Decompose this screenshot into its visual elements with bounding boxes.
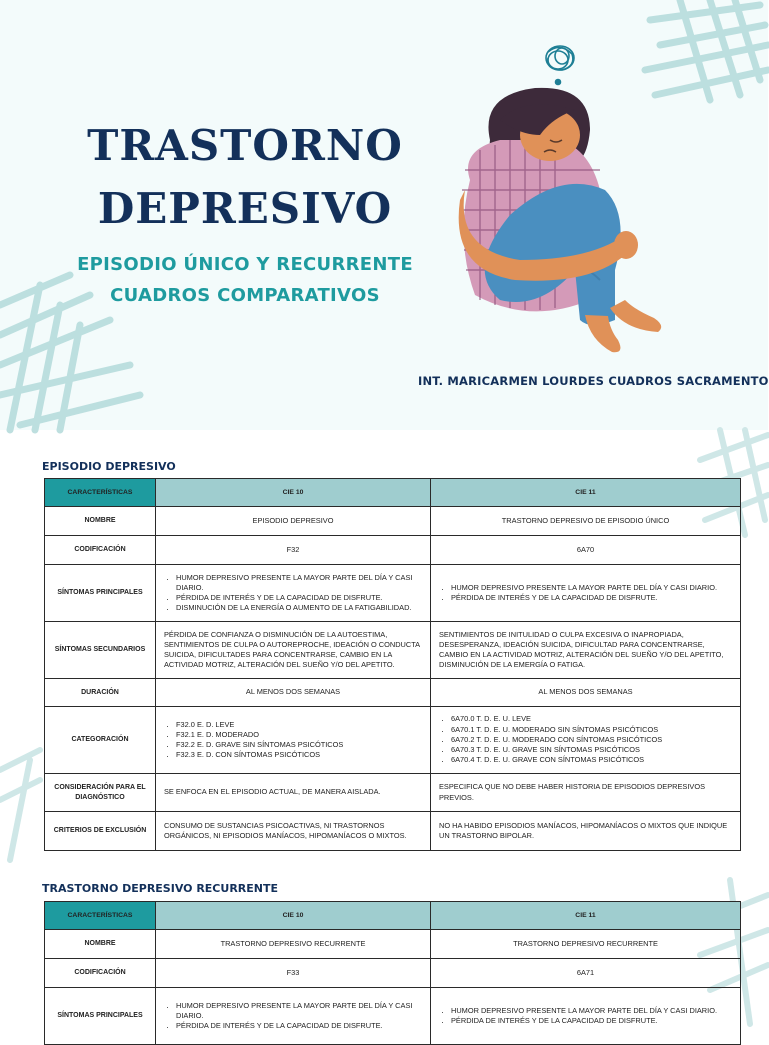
header-cie11: CIE 11 xyxy=(431,479,741,507)
episodio-depresivo-table xyxy=(44,478,741,851)
cell-cie10: F33 xyxy=(156,959,431,988)
scribble-thought-icon xyxy=(546,46,574,85)
trastorno-recurrente-table xyxy=(44,901,741,1045)
cell-cie11: AL MENOS DOS SEMANAS xyxy=(431,679,741,707)
brush-stroke-decoration-lower-left xyxy=(0,740,44,860)
cell-cie11: SENTIMIENTOS DE INITULIDAD O CULPA EXCESIVA O INAPROPIADA, DESESPERANZA, IDEACIÓN SUICIDA, DIFICULTAD PARA CONCENTRARSE, CAMBIO EN LA ACTIVIDAD MOTRIZ, ALTERACIÓN DEL SUEÑO Y/O DEL APETITO, DISMINUCIÓN DE LA EMERGÍA O FATIGA. xyxy=(431,622,741,679)
author-name: INT. MARICARMEN LOURDES CUADROS SACRAMENTO xyxy=(418,374,769,388)
table-row xyxy=(45,707,741,774)
cell-cie11 xyxy=(431,988,741,1045)
cover-title-line-1: TRASTORNO xyxy=(87,121,403,170)
cell-cie11 xyxy=(431,707,741,774)
list-item: • HUMOR DEPRESIVO PRESENTE LA MAYOR PARTE DEL DÍA Y CASI DIARIO. xyxy=(176,1001,422,1021)
table-header-row xyxy=(45,479,741,507)
list-item: • PÉRDIDA DE INTERÉS Y DE LA CAPACIDAD DE DISFRUTE. xyxy=(451,1016,732,1026)
cell-cie10: TRASTORNO DEPRESIVO RECURRENTE xyxy=(156,930,431,959)
cell-cie10: EPISODIO DEPRESIVO xyxy=(156,507,431,536)
cell-cie10 xyxy=(156,988,431,1045)
sad-woman-illustration xyxy=(440,40,680,370)
row-label: NOMBRE xyxy=(45,930,156,959)
list-item: • 6A70.3 T. D. E. U. GRAVE SIN SÍNTOMAS PSICÓTICOS xyxy=(451,745,732,755)
list-item: • 6A70.0 T. D. E. U. LEVE xyxy=(451,714,732,724)
cell-cie11: 6A70 xyxy=(431,536,741,565)
header-caracteristicas: CARACTERÍSTICAS xyxy=(45,479,156,507)
table-header-row xyxy=(45,902,741,930)
cell-cie11: TRASTORNO DEPRESIVO RECURRENTE xyxy=(431,930,741,959)
row-label: SÍNTOMAS PRINCIPALES xyxy=(45,988,156,1045)
list-item: • F32.0 E. D. LEVE xyxy=(176,720,422,730)
cell-cie10: AL MENOS DOS SEMANAS xyxy=(156,679,431,707)
list-item: • F32.2 E. D. GRAVE SIN SÍNTOMAS PSICÓTICOS xyxy=(176,740,422,750)
row-label: DURACIÓN xyxy=(45,679,156,707)
cell-cie10: SE ENFOCA EN EL EPISODIO ACTUAL, DE MANERA AISLADA. xyxy=(156,774,431,812)
row-label: CATEGORACIÓN xyxy=(45,707,156,774)
list-item: • F32.1 E. D. MODERADO xyxy=(176,730,422,740)
cell-cie10: CONSUMO DE SUSTANCIAS PSICOACTIVAS, NI TRASTORNOS ORGÁNICOS, NI EPISODIOS MANÍACOS, HIPOMANÍACOS O MIXTOS. xyxy=(156,812,431,851)
cell-cie10: PÉRDIDA DE CONFIANZA O DISMINUCIÓN DE LA AUTOESTIMA, SENTIMIENTOS DE CULPA O AUTOREPROCHE, IDEACIÓN O CONDUCTA SUICIDA, DIFICULTADES PARA CONCENTRARSE, CAMBIO EN LA ACTIVIDAD MOTRIZ, ALTERACIÓN DEL SUEÑO Y/O DEL APETITO. xyxy=(156,622,431,679)
table-row xyxy=(45,930,741,959)
list-item: • PÉRDIDA DE INTERÉS Y DE LA CAPACIDAD DE DISFRUTE. xyxy=(176,593,422,603)
list-item: • 6A70.2 T. D. E. U. MODERADO CON SÍNTOMAS PSICÓTICOS xyxy=(451,735,732,745)
header-caracteristicas: CARACTERÍSTICAS xyxy=(45,902,156,930)
cell-cie11: 6A71 xyxy=(431,959,741,988)
table-row xyxy=(45,959,741,988)
cover-subtitle-line-2: CUADROS COMPARATIVOS xyxy=(110,285,380,306)
list-item: • HUMOR DEPRESIVO PRESENTE LA MAYOR PARTE DEL DÍA Y CASI DIARIO. xyxy=(451,1006,732,1016)
row-label: CODIFICACIÓN xyxy=(45,959,156,988)
table-row xyxy=(45,565,741,622)
list-item: • PÉRDIDA DE INTERÉS Y DE LA CAPACIDAD DE DISFRUTE. xyxy=(451,593,732,603)
list-item: • F32.3 E. D. CON SÍNTOMAS PSICÓTICOS xyxy=(176,750,422,760)
row-label: SÍNTOMAS SECUNDARIOS xyxy=(45,622,156,679)
header-cie10: CIE 10 xyxy=(156,902,431,930)
list-item: • 6A70.4 T. D. E. U. GRAVE CON SÍNTOMAS PSICÓTICOS xyxy=(451,755,732,765)
header-cie10: CIE 10 xyxy=(156,479,431,507)
list-item: • HUMOR DEPRESIVO PRESENTE LA MAYOR PARTE DEL DÍA Y CASI DIARIO. xyxy=(451,583,732,593)
cell-cie10 xyxy=(156,707,431,774)
table-row xyxy=(45,988,741,1045)
header-cie11: CIE 11 xyxy=(431,902,741,930)
list-item: • HUMOR DEPRESIVO PRESENTE LA MAYOR PARTE DEL DÍA Y CASI DIARIO. xyxy=(176,573,422,593)
cell-cie11 xyxy=(431,565,741,622)
row-label: SÍNTOMAS PRINCIPALES xyxy=(45,565,156,622)
cell-cie10 xyxy=(156,565,431,622)
cover-section xyxy=(0,0,768,430)
cover-title-line-2: DEPRESIVO xyxy=(97,184,393,233)
table2-title: TRASTORNO DEPRESIVO RECURRENTE xyxy=(42,882,278,895)
table-row xyxy=(45,536,741,565)
cell-cie11: TRASTORNO DEPRESIVO DE EPISODIO ÚNICO xyxy=(431,507,741,536)
list-item: • DISMINUCIÓN DE LA ENERGÍA O AUMENTO DE LA FATIGABILIDAD. xyxy=(176,603,422,613)
list-item: • 6A70.1 T. D. E. U. MODERADO SIN SÍNTOMAS PSICÓTICOS xyxy=(451,725,732,735)
row-label: NOMBRE xyxy=(45,507,156,536)
table1-title: EPISODIO DEPRESIVO xyxy=(42,460,176,473)
table2-viewport xyxy=(0,895,768,1031)
table-row xyxy=(45,622,741,679)
cell-cie11: ESPECIFICA QUE NO DEBE HABER HISTORIA DE EPISODIOS DEPRESIVOS PREVIOS. xyxy=(431,774,741,812)
table-row xyxy=(45,507,741,536)
list-item: • PÉRDIDA DE INTERÉS Y DE LA CAPACIDAD DE DISFRUTE. xyxy=(176,1021,422,1031)
table-row xyxy=(45,774,741,812)
table-row xyxy=(45,812,741,851)
table-row xyxy=(45,679,741,707)
row-label: CODIFICACIÓN xyxy=(45,536,156,565)
cover-subtitle-line-1: EPISODIO ÚNICO Y RECURRENTE xyxy=(77,254,413,275)
cell-cie10: F32 xyxy=(156,536,431,565)
cell-cie11: NO HA HABIDO EPISODIOS MANÍACOS, HIPOMANÍACOS O MIXTOS QUE INDIQUE UN TRASTORNO BIPOLAR. xyxy=(431,812,741,851)
row-label: CRITERIOS DE EXCLUSIÓN xyxy=(45,812,156,851)
row-label: CONSIDERACIÓN PARA EL DIAGNÓSTICO xyxy=(45,774,156,812)
